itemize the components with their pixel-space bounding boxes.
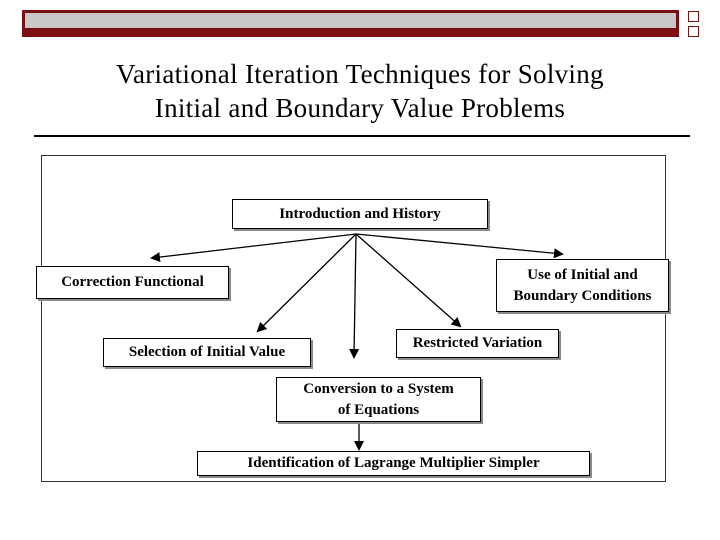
- node-selection-initial-value: Selection of Initial Value: [103, 338, 311, 367]
- node-introduction: Introduction and History: [232, 199, 488, 229]
- node-restricted-variation: Restricted Variation: [396, 329, 559, 358]
- arrow-to-correction-functional: [152, 234, 356, 258]
- node-identification-lagrange-multiplier: Identification of Lagrange Multiplier Simpler: [197, 451, 590, 476]
- arrow-to-restricted-variation: [356, 234, 460, 326]
- title-line-2: Initial and Boundary Value Problems: [154, 93, 566, 123]
- arrow-to-boundary-conditions: [356, 234, 562, 254]
- arrow-to-conversion: [354, 234, 356, 357]
- node-correction-functional: Correction Functional: [36, 266, 229, 299]
- title-line-1: Variational Iteration Techniques for Solving: [116, 59, 604, 89]
- node-use-of-initial-boundary-conditions: Use of Initial and Boundary Conditions: [496, 259, 669, 312]
- node-conversion-to-system: Conversion to a System of Equations: [276, 377, 481, 422]
- arrow-to-selection-initial-value: [258, 234, 356, 331]
